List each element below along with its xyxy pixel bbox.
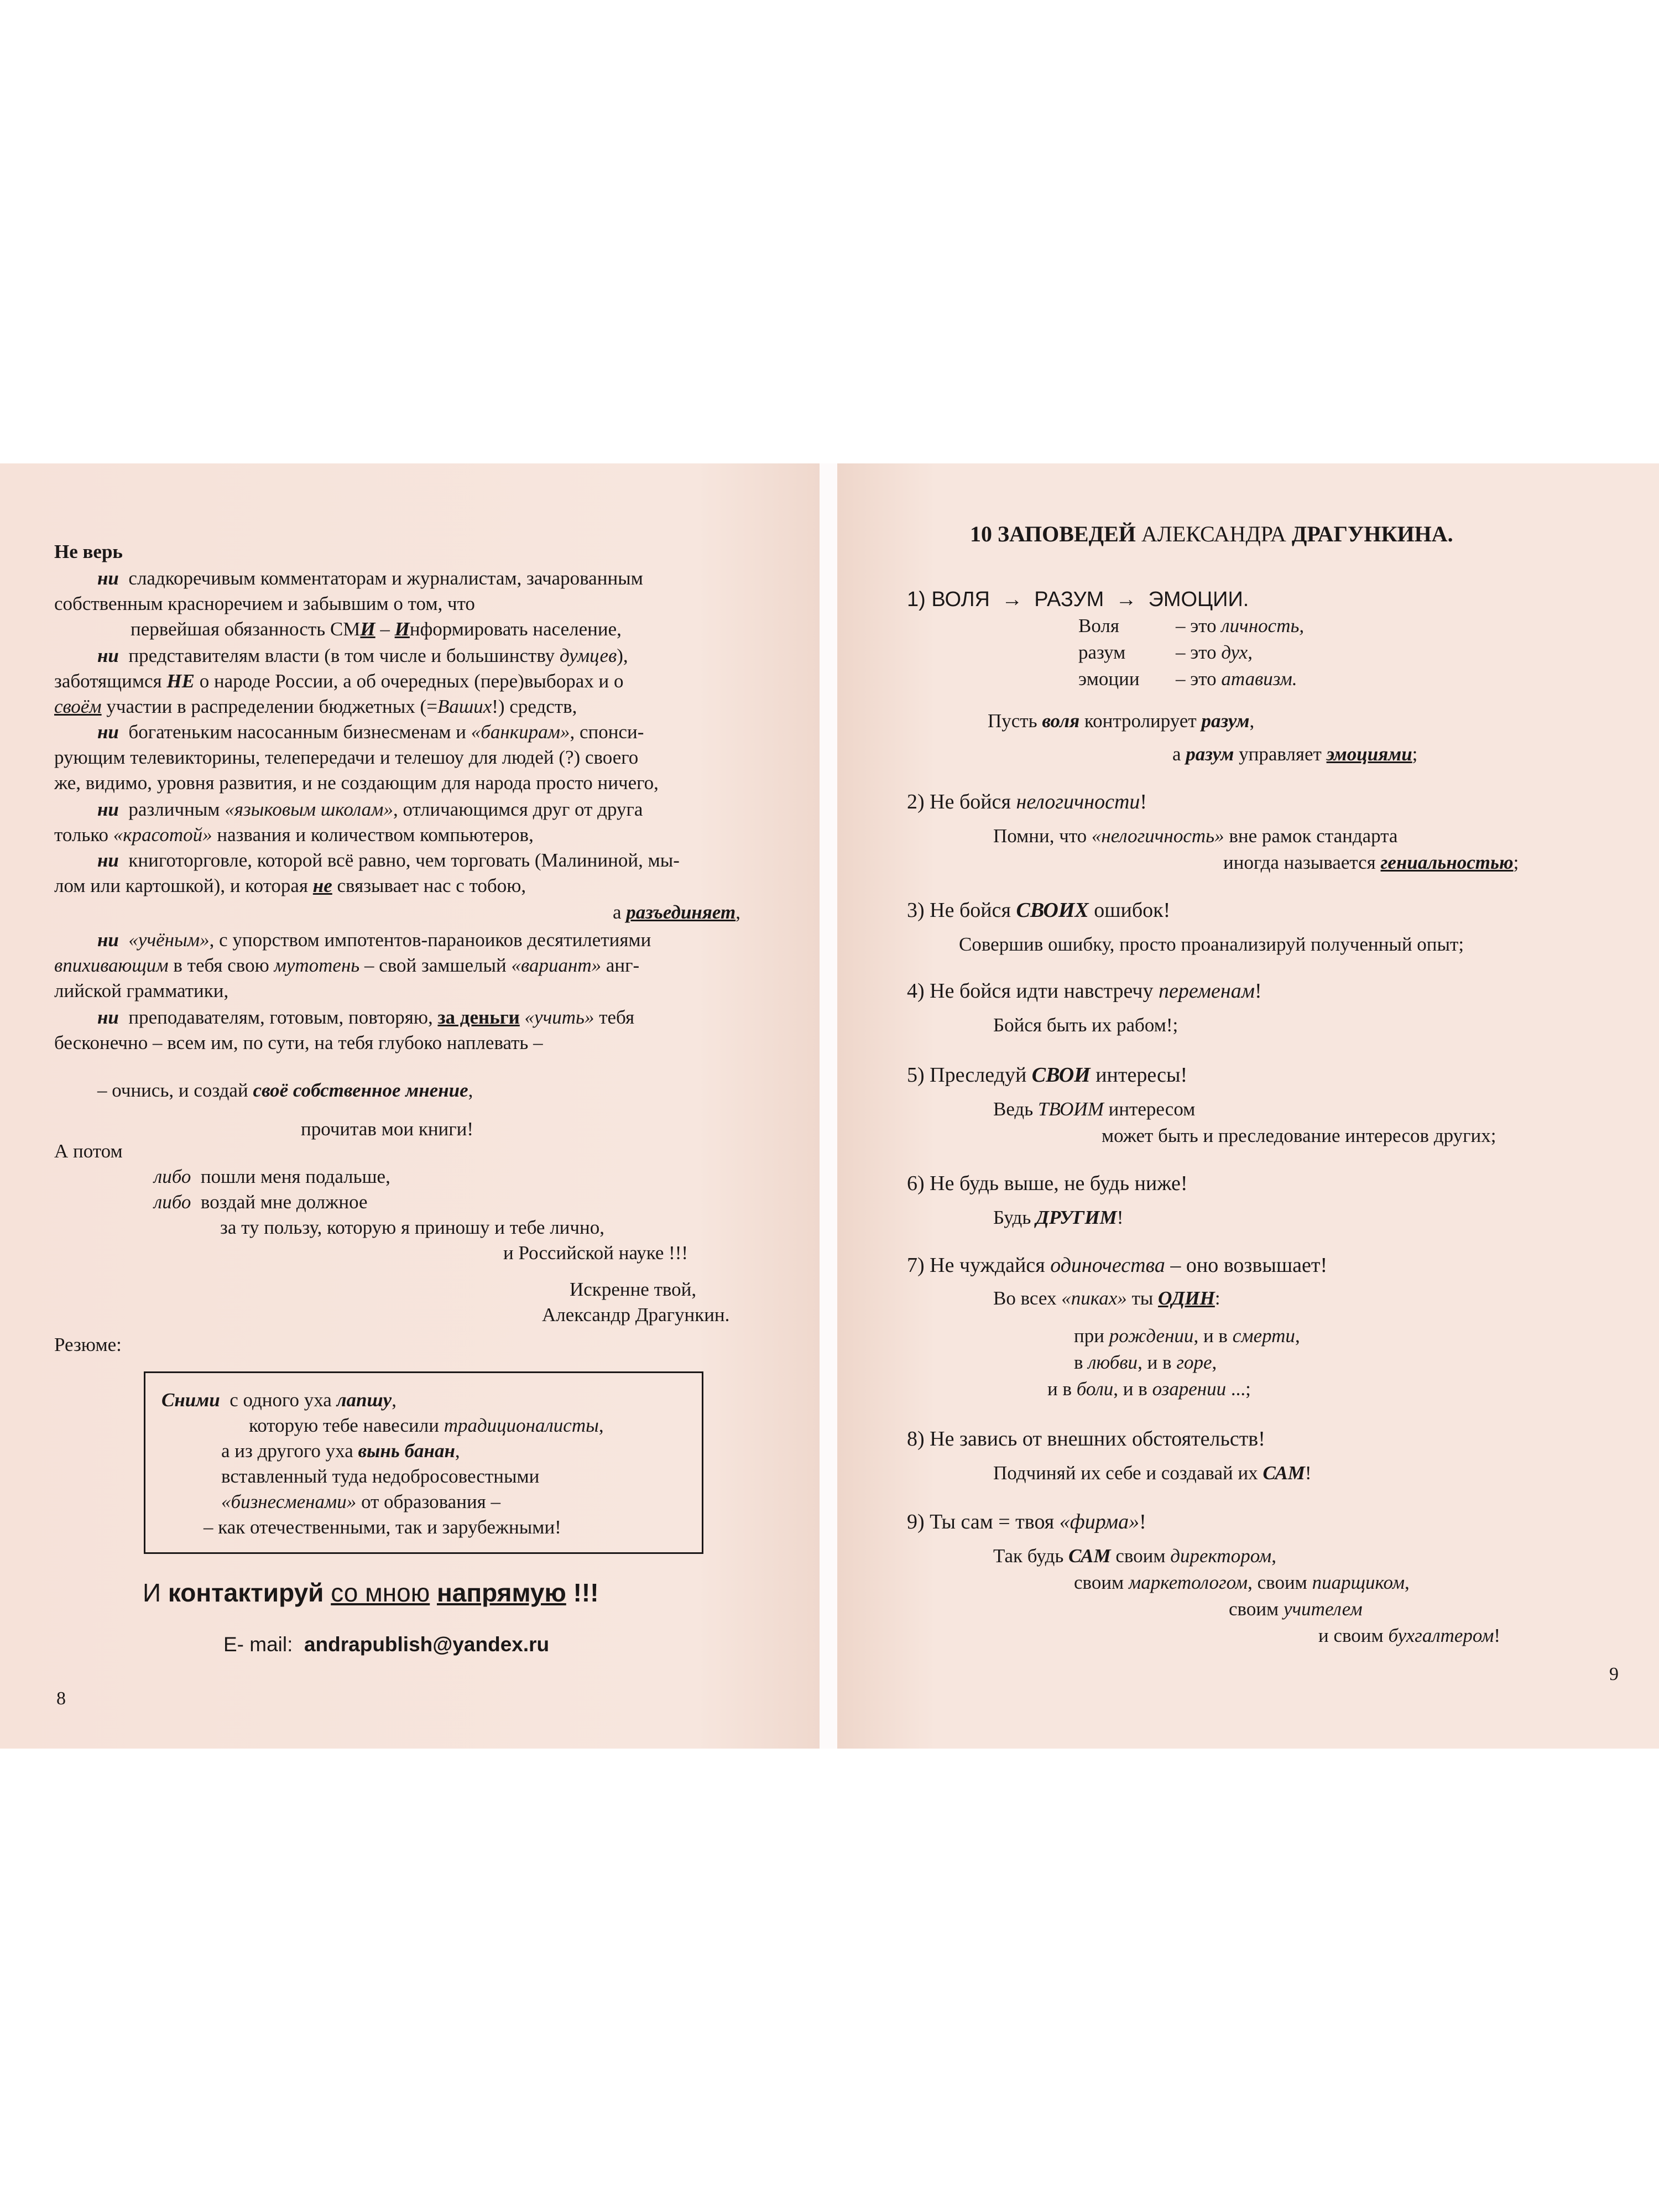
commandment-line: Помни, что «нелогичность» вне рамок стандарта: [993, 825, 1398, 847]
email-line: [223, 1632, 549, 1657]
paragraph-line: ни книготорговле, которой всё равно, чем торговать (Малининой, мы-: [97, 849, 680, 871]
commandment-line: может быть и преследование интересов других;: [1102, 1125, 1496, 1146]
commandment-line: – это личность,: [1176, 615, 1305, 637]
summary-line: «бизнесменами» от образования –: [221, 1491, 501, 1512]
then-line: за ту пользу, которую я приношу и тебе лично,: [220, 1217, 604, 1238]
commandment-7-heading: 7) Не чуждайся одиночества – оно возвышает!: [907, 1254, 1328, 1277]
summary-line: вставленный туда недобросовестными: [221, 1465, 540, 1487]
paragraph-line: рующим телевикторины, телепередачи и телешоу для людей (?) своего: [54, 747, 639, 768]
then-line: и Российской науке !!!: [503, 1242, 688, 1264]
paragraph-line: ни представителям власти (в том числе и большинству думцев),: [97, 645, 628, 666]
then-line: А потом: [54, 1140, 123, 1162]
paragraph-line: только «красотой» названия и количеством компьютеров,: [54, 824, 534, 846]
commandment-6-heading: 6) Не будь выше, не будь ниже!: [907, 1172, 1188, 1195]
commandments-title: 10 ЗАПОВЕДЕЙ АЛЕКСАНДРА ДРАГУНКИНА.: [970, 521, 1453, 546]
commandment-line: – это дух,: [1176, 641, 1253, 663]
summary-line: – как отечественными, так и зарубежными!: [204, 1516, 561, 1538]
paragraph-line: ни преподавателям, готовым, повторяю, за деньги «учить» тебя: [97, 1006, 635, 1028]
book-gutter: [820, 463, 837, 1749]
paragraph-line: впихивающим в тебя свою мутотень – свой замшелый «вариант» анг-: [54, 954, 640, 976]
email-label: E- mail:: [223, 1633, 293, 1656]
commandment-9-heading: 9) Ты сам = твоя «фирма»!: [907, 1510, 1146, 1533]
paragraph-line: бесконечно – всем им, по сути, на тебя глубоко наплевать –: [54, 1032, 543, 1053]
page-number-left: 8: [56, 1688, 66, 1709]
then-line: либо воздай мне должное: [154, 1191, 368, 1213]
paragraph-line: лом или картошкой), и которая не связывает нас с тобою,: [54, 875, 526, 896]
paragraph-line: же, видимо, уровня развития, и не создающим для народа просто ничего,: [54, 772, 659, 794]
conclusion-line: – очнись, и создай своё собственное мнение,: [97, 1079, 473, 1101]
commandment-line: Пусть воля контролирует разум,: [988, 710, 1255, 732]
commandment-line: Будь ДРУГИМ!: [993, 1207, 1124, 1228]
commandment-line: разум: [1078, 641, 1126, 663]
commandment-line: а разум управляет эмоциями;: [1172, 743, 1418, 765]
paragraph-line: лийской грамматики,: [54, 980, 229, 1001]
commandment-line: и в боли, и в озарении ...;: [1047, 1378, 1251, 1400]
commandment-line: Совершив ошибку, просто проанализируй полученный опыт;: [959, 933, 1464, 955]
heading-dont-trust: Не верь: [54, 541, 123, 562]
conclusion-line: прочитав мои книги!: [301, 1118, 474, 1140]
paragraph-line: собственным красноречием и забывшим о том, что: [54, 593, 475, 614]
commandment-line: своим учителем: [1229, 1598, 1363, 1620]
commandment-line: в любви, и в горе,: [1074, 1352, 1217, 1373]
signature-name: Александр Драгункин.: [542, 1304, 730, 1326]
summary-label: Резюме:: [54, 1334, 122, 1355]
commandment-line: Так будь САМ своим директором,: [993, 1545, 1276, 1567]
paragraph-line: заботящимся НЕ о народе России, а об очередных (пере)выборах и о: [54, 670, 624, 692]
page-number-right: 9: [1609, 1664, 1619, 1684]
commandment-line: иногда называется гениальностью;: [1223, 852, 1519, 873]
summary-line: а из другого уха вынь банан,: [221, 1440, 460, 1462]
summary-line: которую тебе навесили традиционалисты,: [249, 1415, 604, 1436]
commandment-5-heading: 5) Преследуй СВОИ интересы!: [907, 1063, 1188, 1087]
commandment-line: Воля: [1078, 615, 1119, 637]
commandment-line: – это атавизм.: [1176, 668, 1297, 690]
then-line: либо пошли меня подальше,: [154, 1166, 390, 1187]
commandment-4-heading: 4) Не бойся идти навстречу переменам!: [907, 979, 1262, 1003]
commandment-line: Бойся быть их рабом!;: [993, 1014, 1178, 1036]
commandment-8-heading: 8) Не завись от внешних обстоятельств!: [907, 1427, 1265, 1451]
paragraph-line: ни сладкоречивым комментаторам и журналистам, зачарованным: [97, 567, 643, 589]
email-link[interactable]: andrapublish@yandex.ru: [304, 1633, 550, 1656]
commandment-3-heading: 3) Не бойся СВОИХ ошибок!: [907, 899, 1171, 922]
paragraph-line: ни различным «языковым школам», отличающимся друг от друга: [97, 799, 643, 820]
commandment-line: эмоции: [1078, 668, 1140, 690]
signature-line: Искренне твой,: [570, 1279, 697, 1300]
commandment-line: Ведь ТВОИМ интересом: [993, 1098, 1196, 1120]
commandment-line: Подчиняй их себе и создавай их САМ!: [993, 1462, 1312, 1484]
commandment-line: и своим бухгалтером!: [1318, 1625, 1501, 1646]
contact-call: И контактируй со мною напрямую !!!: [143, 1578, 599, 1607]
commandment-line: при рождении, и в смерти,: [1074, 1325, 1300, 1347]
commandment-1-heading: 1) ВОЛЯ → РАЗУМ → ЭМОЦИИ.: [907, 588, 1249, 611]
summary-line: Сними с одного уха лапшу,: [161, 1389, 397, 1411]
commandment-2-heading: 2) Не бойся нелогичности!: [907, 790, 1147, 813]
commandment-line: своим маркетологом, своим пиарщиком,: [1074, 1572, 1410, 1593]
paragraph-line: ни «учёным», с упорством импотентов-параноиков десятилетиями: [97, 929, 651, 951]
commandment-line: Во всех «пиках» ты ОДИН:: [993, 1287, 1220, 1309]
paragraph-line: своём участии в распределении бюджетных (=Ваших!) средств,: [54, 696, 577, 717]
paragraph-line: а разъединяет,: [613, 901, 740, 923]
paragraph-line: ни богатеньким насосанным бизнесменам и «банкирам», спонси-: [97, 721, 644, 743]
paragraph-line: первейшая обязанность СМИ – Информировать население,: [131, 618, 622, 640]
